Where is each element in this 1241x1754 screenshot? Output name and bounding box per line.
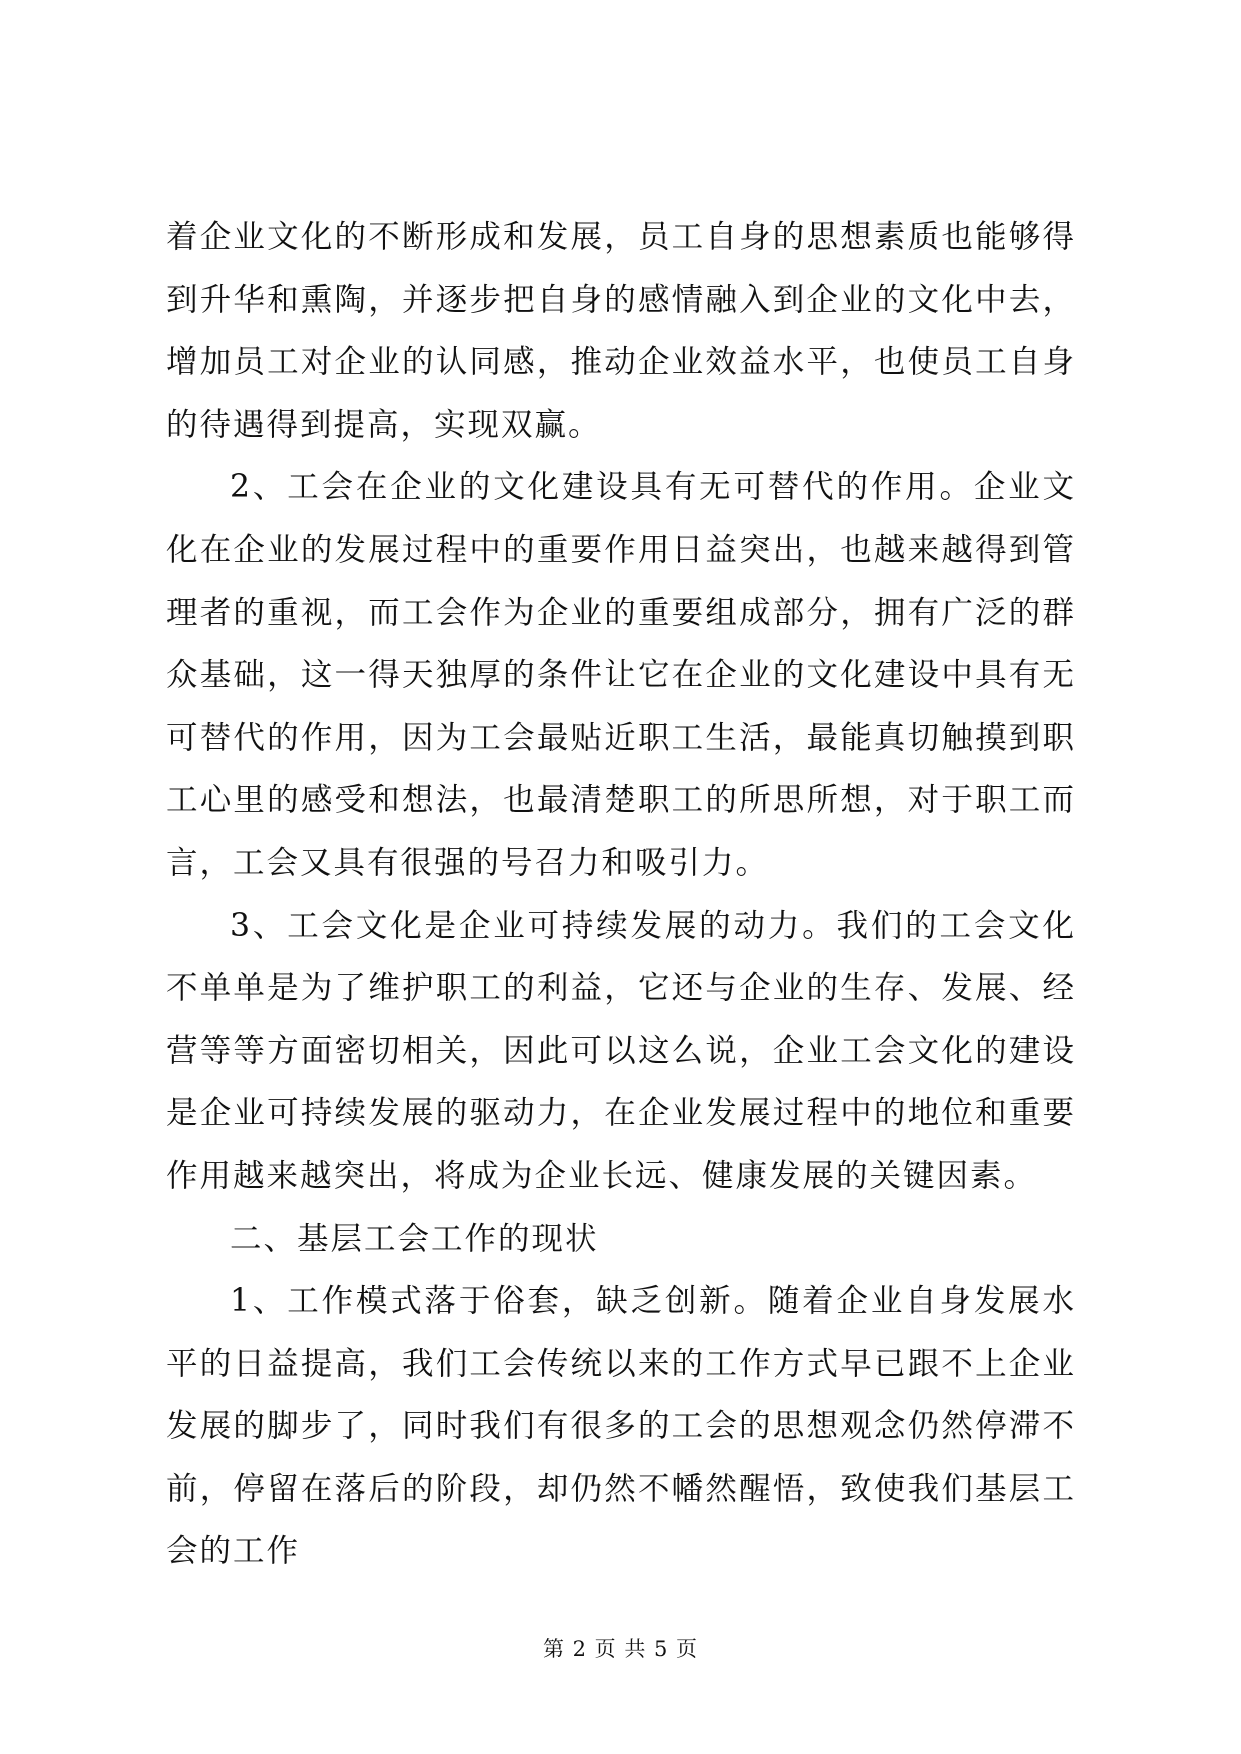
paragraph-work-mode: 1、工作模式落于俗套，缺乏创新。随着企业自身发展水平的日益提高，我们工会传统以来的工作方式早已跟不上企业发展的脚步了，同时我们有很多的工会的思想观念仍然停滞不前，停留在落后的阶段，却仍然不幡然醒悟，致使我们基层工会的工作 — [166, 1283, 1076, 1570]
page-footer — [0, 1633, 1241, 1663]
paragraph-sustainable-development: 3、工会文化是企业可持续发展的动力。我们的工会文化不单单是为了维护职工的利益，它还与企业的生存、发展、经营等等方面密切相关，因此可以这么说，企业工会文化的建设是企业可持续发展的驱动力，在企业发展过程中的地位和重要作用越来越突出，将成为企业长远、健康发展的关键因素。 — [166, 907, 1076, 1194]
page-number-label: 第 2 页 共 5 页 — [542, 1637, 699, 1661]
paragraph-continuation: 着企业文化的不断形成和发展，员工自身的思想素质也能够得到升华和熏陶，并逐步把自身的感情融入到企业的文化中去，增加员工对企业的认同感，推动企业效益水平，也使员工自身的待遇得到提高，实现双赢。 — [166, 219, 1076, 443]
document-body — [166, 206, 1076, 1583]
paragraph-union-culture-role: 2、工会在企业的文化建设具有无可替代的作用。企业文化在企业的发展过程中的重要作用日益突出，也越来越得到管理者的重视，而工会作为企业的重要组成部分，拥有广泛的群众基础，这一得天独厚的条件让它在企业的文化建设中具有无可替代的作用，因为工会最贴近职工生活，最能真切触摸到职工心里的感受和想法，也最清楚职工的所思所想，对于职工而言，工会又具有很强的号召力和吸引力。 — [166, 469, 1076, 881]
section-heading-current-status: 二、基层工会工作的现状 — [230, 1220, 599, 1257]
